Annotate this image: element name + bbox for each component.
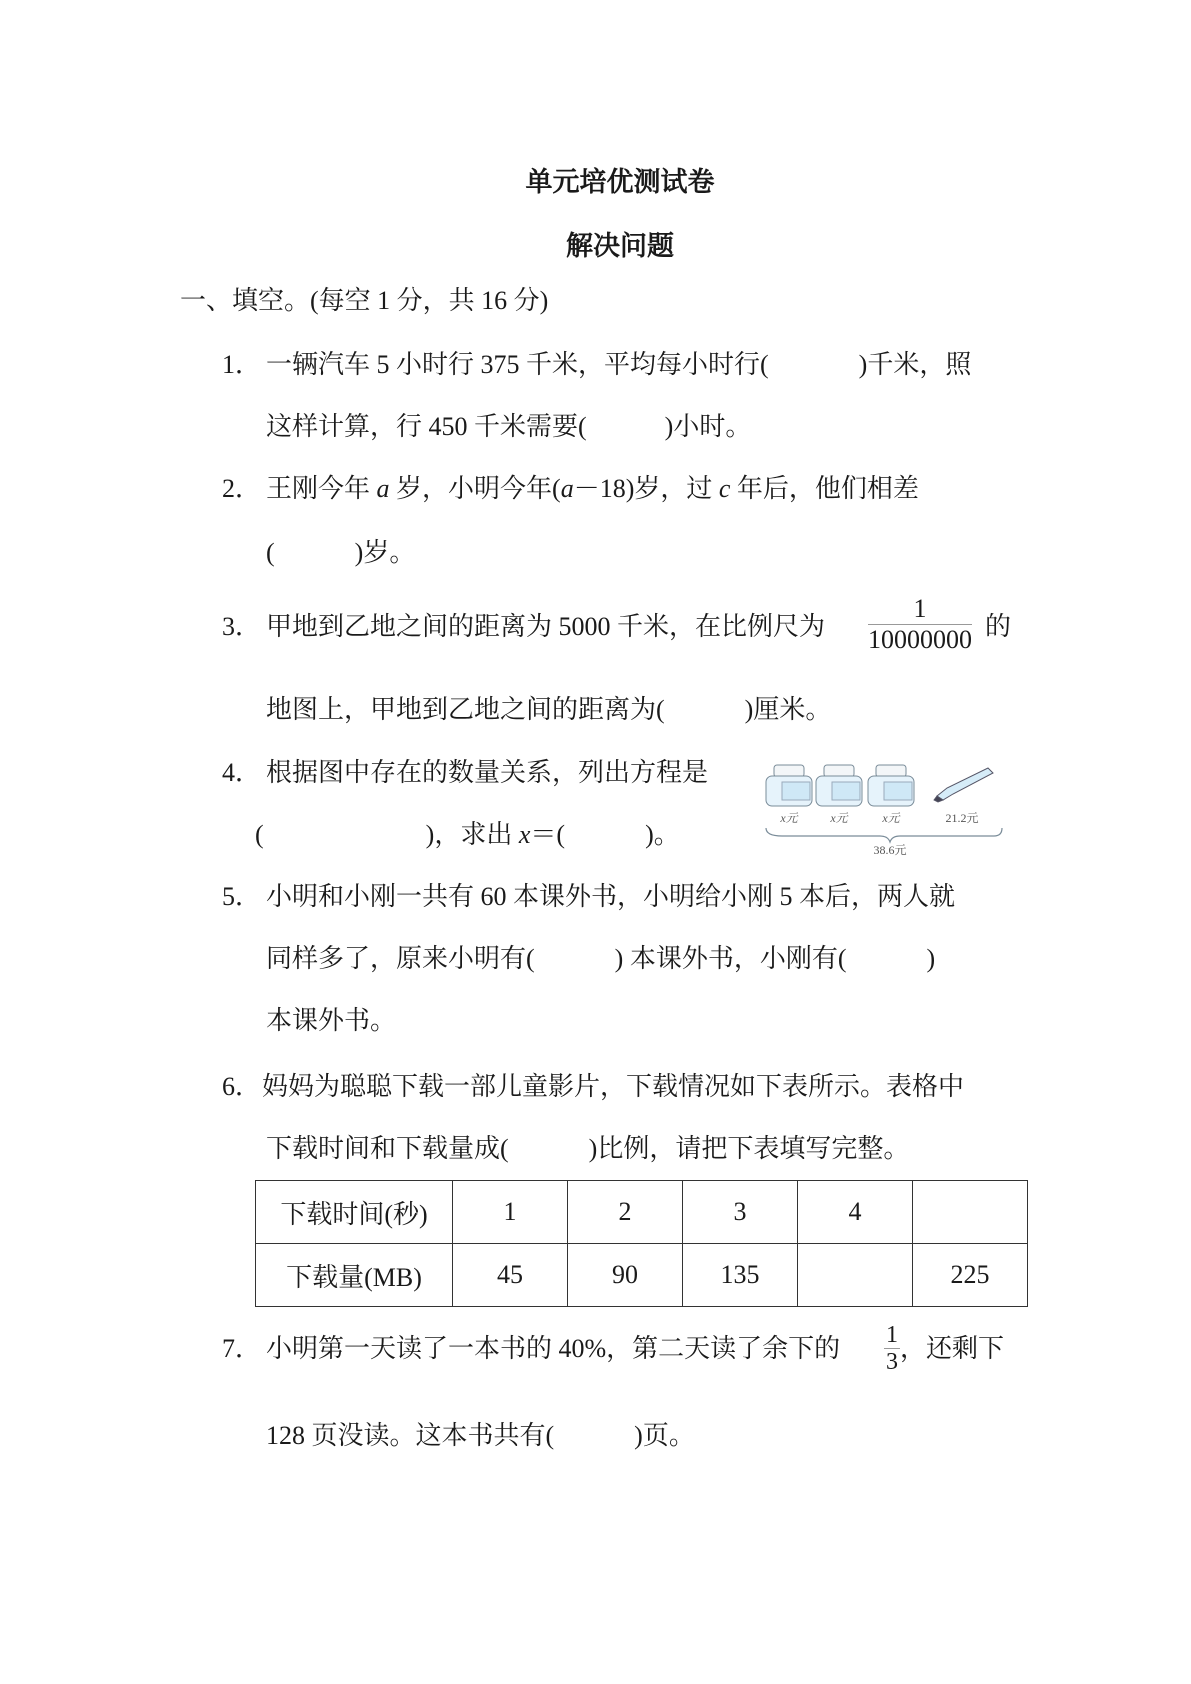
section-heading: 一、填空。(每空 1 分，共 16 分) — [180, 286, 549, 315]
row-header: 下载时间(秒) — [256, 1181, 453, 1244]
text-segment: )厘米。 — [744, 695, 832, 724]
text-segment: ) 本课外书，小刚有( — [614, 944, 847, 973]
question-text — [255, 820, 680, 850]
text-segment: 的 — [985, 612, 1012, 641]
scale-fraction — [868, 594, 972, 655]
question-text — [266, 350, 971, 380]
text-segment: －18)岁，过 — [573, 474, 719, 503]
text-segment: )页。 — [634, 1421, 695, 1450]
text-segment: ) — [926, 944, 936, 973]
variable-a: a — [560, 474, 574, 503]
text-segment: 王刚今年 — [266, 474, 377, 503]
page-title: 单元培优测试卷 — [525, 167, 715, 198]
text-segment: 年后，他们相差 — [730, 474, 919, 503]
question-number: 2． — [222, 474, 262, 503]
question-text: 本课外书。 — [266, 1006, 397, 1035]
svg-text:x元: x元 — [882, 811, 900, 825]
svg-text:21.2元: 21.2元 — [945, 811, 979, 825]
table-cell: 225 — [913, 1244, 1028, 1307]
text-segment: 岁，小明今年( — [389, 474, 561, 503]
text-segment: 一辆汽车 5 小时行 375 千米，平均每小时行( — [266, 350, 769, 379]
text-segment: ( — [255, 820, 264, 849]
fraction-denominator: 3 — [886, 1349, 898, 1375]
question-text — [266, 412, 751, 442]
fraction-numerator: 1 — [868, 594, 972, 625]
question-text — [266, 1134, 909, 1164]
text-segment: 下载时间和下载量成( — [266, 1134, 509, 1163]
table-cell: 2 — [568, 1181, 683, 1244]
question-text — [266, 1421, 695, 1451]
question-text: 小明和小刚一共有 60 本课外书，小明给小刚 5 本后，两人就 — [266, 882, 956, 911]
question-text: 小明第一天读了一本书的 40%，第二天读了余下的 — [266, 1334, 841, 1363]
variable-a: a — [376, 474, 390, 503]
table-cell: 45 — [453, 1244, 568, 1307]
question-text: 妈妈为聪聪下载一部儿童影片，下载情况如下表所示。表格中 — [262, 1072, 965, 1101]
question-text — [266, 612, 825, 642]
question-number: 5． — [222, 882, 262, 911]
question-text — [266, 944, 935, 974]
question-text: 根据图中存在的数量关系，列出方程是 — [266, 758, 709, 787]
fraction-one-third — [884, 1322, 900, 1375]
table-cell: 3 — [683, 1181, 798, 1244]
text-segment: 甲地到乙地之间的距离为 5000 千米，在比例尺为 — [266, 612, 826, 641]
row-header: 下载量(MB) — [256, 1244, 453, 1307]
text-segment: )，求出 — [425, 820, 519, 849]
table-row — [256, 1181, 1028, 1244]
text-segment: )千米，照 — [858, 350, 972, 379]
text-segment: 地图上，甲地到乙地之间的距离为( — [266, 695, 665, 724]
text-segment: )岁。 — [354, 538, 416, 567]
table-row — [256, 1244, 1028, 1307]
fraction-numerator: 1 — [886, 1322, 898, 1348]
text-segment: 128 页没读。这本书共有( — [266, 1421, 555, 1450]
text-segment: )。 — [645, 820, 680, 849]
page-subtitle: 解决问题 — [566, 231, 674, 262]
table-cell: 1 — [453, 1181, 568, 1244]
table-cell: 135 — [683, 1244, 798, 1307]
text-segment: ＝( — [530, 820, 566, 849]
text-segment: )小时。 — [664, 412, 752, 441]
table-cell-blank[interactable] — [798, 1244, 913, 1307]
question-number: 1． — [222, 350, 262, 379]
table-cell-blank[interactable] — [913, 1181, 1028, 1244]
download-table — [255, 1180, 1028, 1307]
fraction-denominator: 10000000 — [868, 625, 972, 654]
ink-pen-figure — [762, 762, 1022, 862]
text-segment: ( — [266, 538, 275, 567]
variable-c: c — [718, 474, 731, 503]
text-segment: 同样多了，原来小明有( — [266, 944, 535, 973]
variable-x: x — [518, 820, 531, 849]
svg-text:38.6元: 38.6元 — [873, 843, 907, 857]
text-segment: )比例，请把下表填写完整。 — [588, 1134, 910, 1163]
question-number: 7． — [222, 1334, 262, 1363]
text-segment: ，还剩下 — [900, 1334, 1005, 1363]
question-text — [266, 538, 415, 568]
table-cell: 4 — [798, 1181, 913, 1244]
svg-text:x元: x元 — [780, 811, 798, 825]
question-text — [266, 474, 919, 504]
table-cell: 90 — [568, 1244, 683, 1307]
text-segment: 这样计算，行 450 千米需要( — [266, 412, 587, 441]
svg-text:x元: x元 — [830, 811, 848, 825]
question-number: 6． — [222, 1072, 262, 1101]
question-number: 4． — [222, 758, 262, 787]
question-text — [266, 695, 831, 725]
ink-bottle-icon — [762, 762, 1022, 862]
question-number: 3． — [222, 612, 262, 641]
